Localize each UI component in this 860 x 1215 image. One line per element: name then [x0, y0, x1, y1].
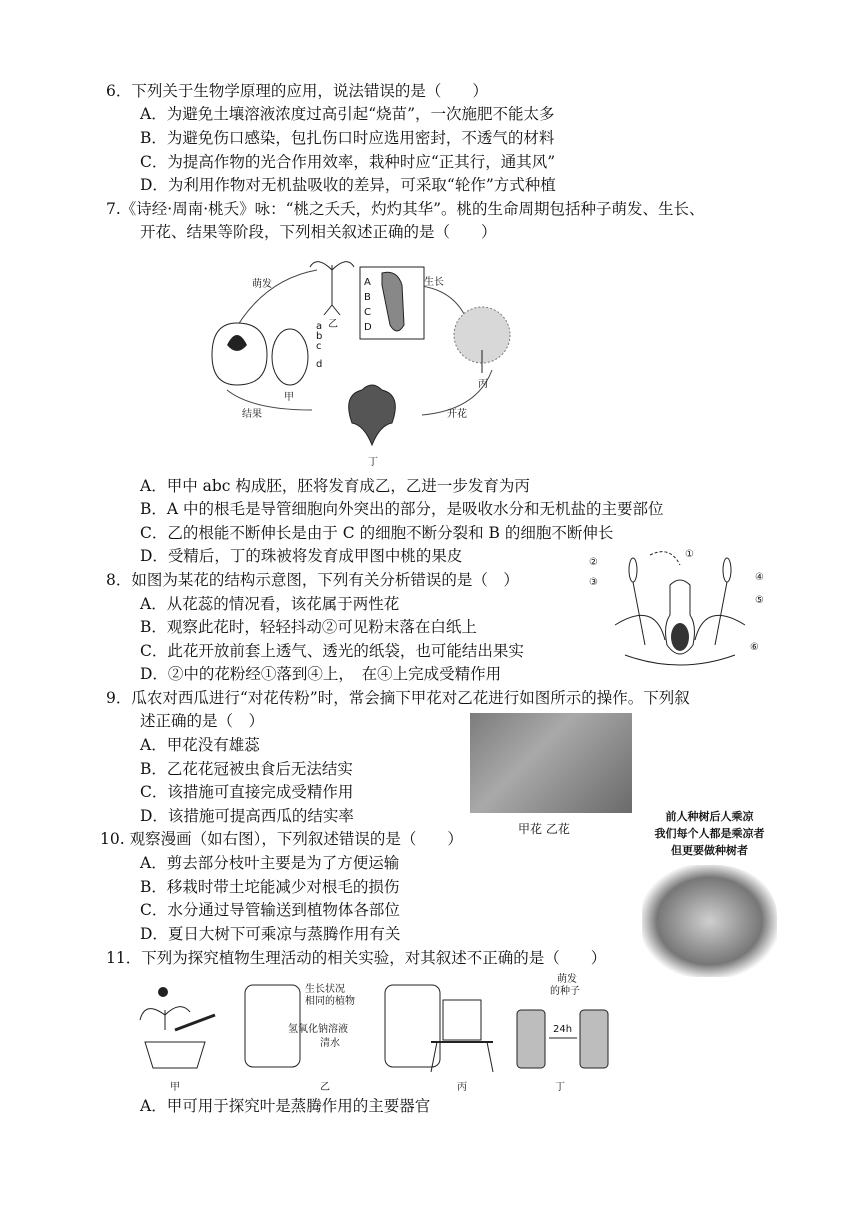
exp-label-jia: 甲	[170, 1082, 180, 1093]
pot-icon	[145, 1042, 205, 1068]
q8-stem: 8．如图为某花的结构示意图，下列有关分析错误的是（ ）	[106, 571, 519, 589]
q6-option-c: C．为提高作物的光合作用效率，栽种时应“正其行，通其风”	[140, 153, 556, 171]
q9-option-a: A．甲花没有雄蕊	[140, 736, 260, 754]
seed-part-d: d	[316, 359, 323, 370]
label-ding: 丁	[368, 457, 378, 468]
q10-stem: 10. 观察漫画（如右图），下列叙述错误的是（ ）	[100, 830, 463, 848]
q10-option-d: D．夏日大树下可乘凉与蒸腾作用有关	[140, 925, 401, 943]
exp-label-yi: 乙	[320, 1082, 330, 1093]
stage-grow: 生长	[424, 277, 444, 288]
root-zone-d: D	[364, 322, 372, 333]
jar-label-line1: 生长状况	[305, 984, 345, 995]
q9-stem-line1: 9．瓜农对西瓜进行“对花传粉”时，常会摘下甲花对乙花进行如图所示的操作。下列叙	[106, 689, 690, 707]
plant-experiments-diagram	[125, 970, 630, 1095]
pollination-photo	[470, 713, 632, 813]
anther-left-icon	[629, 558, 637, 582]
peach-life-cycle-diagram	[192, 245, 537, 470]
q10-option-c: C．水分通过导管输送到植物体各部位	[140, 901, 400, 919]
exp-label-ding: 丁	[555, 1082, 565, 1093]
q6-option-a: A．为避免土壤溶液浓度过高引起“烧苗”，一次施肥不能太多	[140, 105, 555, 123]
q6-stem: 6．下列关于生物学原理的应用，说法错误的是（ ）	[106, 82, 488, 100]
root-zone-a: A	[364, 277, 371, 288]
bell-jar-right	[385, 985, 440, 1067]
q7-option-b: B．A 中的根毛是导管细胞向外突出的部分，是吸收水分和无机盐的主要部位	[140, 500, 664, 518]
seed-label-line2: 的种子	[550, 986, 580, 997]
seed-bottle-left	[517, 1010, 545, 1068]
flower-label-3: ③	[589, 577, 598, 588]
sun-icon	[158, 987, 168, 997]
seed-part-b: b	[316, 331, 323, 342]
seed-bottle-right	[580, 1010, 608, 1068]
time-label: 24h	[553, 1024, 573, 1035]
cartoon-text-line1: 前人种树后人乘凉	[665, 810, 754, 823]
q9-option-b: B．乙花花冠被虫食后无法结实	[140, 760, 353, 778]
q7-option-c: C．乙的根能不断伸长是由于 C 的细胞不断分裂和 B 的细胞不断伸长	[140, 524, 614, 542]
flower-label-2: ②	[589, 557, 598, 568]
q8-option-b: B．观察此花时，轻轻抖动②可见粉末落在白纸上	[140, 618, 477, 636]
label-bing: 丙	[478, 379, 488, 390]
q6-option-d: D．为利用作物对无机盐吸收的差异，可采取“轮作”方式种植	[140, 176, 556, 194]
anther-right-icon	[723, 558, 731, 582]
peach-fruit-icon	[212, 323, 267, 385]
root-zone-c: C	[364, 307, 371, 318]
label-yi: 乙	[328, 319, 338, 330]
seed-icon	[272, 329, 308, 385]
q8-option-c: C．此花开放前套上透气、透光的纸袋，也可能结出果实	[140, 642, 524, 660]
label-jia: 甲	[284, 392, 294, 403]
q7-option-a: A．甲中 abc 构成胚，胚将发育成乙，乙进一步发育为丙	[140, 477, 530, 495]
q9-stem-line2: 述正确的是（ ）	[140, 712, 265, 730]
q11-option-a: A．甲可用于探究叶是蒸腾作用的主要器官	[140, 1097, 431, 1115]
arrow-fruit	[227, 390, 312, 410]
q9-option-c: C．该措施可直接完成受精作用	[140, 783, 354, 801]
flower-label-5: ⑤	[755, 595, 764, 606]
naoh-label: 氢氧化钠溶液	[288, 1024, 348, 1035]
seed-label-line1: 萌发	[557, 974, 577, 985]
cartoon-text-line2: 我们每个人都是乘凉者	[654, 827, 765, 840]
q7-option-d: D．受精后，丁的珠被将发育成甲图中桃的果皮	[140, 547, 463, 565]
seed-part-a: a	[316, 321, 323, 332]
cartoon-illustration	[642, 865, 777, 977]
flower-label-6: ⑥	[750, 642, 759, 653]
q7-stem-line2: 开花、结果等阶段，下列相关叙述正确的是（ ）	[140, 223, 497, 241]
q8-option-a: A．从花蕊的情况看，该花属于两性花	[140, 595, 400, 613]
flower-label-1: ①	[685, 549, 694, 560]
stage-germinate: 萌发	[252, 279, 272, 290]
water-label: 清水	[320, 1038, 340, 1049]
photo-caption: 甲花 乙花	[518, 822, 570, 836]
stage-bloom: 开花	[447, 409, 467, 420]
receptacle-icon	[625, 655, 735, 665]
flower-icon	[349, 385, 396, 445]
tree-planting-cartoon	[642, 808, 777, 980]
jar-label-line2: 相同的植物	[305, 996, 355, 1007]
q8-option-d: D．②中的花粉经①落到④上， 在④上完成受精作用	[140, 665, 502, 683]
root-zone-b: B	[364, 292, 371, 303]
pollination-arrow	[650, 552, 680, 565]
seed-part-c: c	[316, 341, 322, 352]
q9-option-d: D．该措施可提高西瓜的结实率	[140, 807, 354, 825]
flower-label-4: ④	[755, 572, 764, 583]
q7-stem-line1: 7.《诗经·周南·桃夭》咏：“桃之夭夭，灼灼其华”。桃的生命周期包括种子萌发、生长、	[106, 200, 705, 218]
q10-option-b: B．移栽时带土坨能减少对根毛的损伤	[140, 878, 400, 896]
ovule-icon	[671, 623, 689, 651]
beaker-icon	[443, 1000, 481, 1040]
flower-structure-diagram	[585, 545, 775, 680]
q6-option-b: B．为避免伤口感染，包扎伤口时应选用密封，不透气的材料	[140, 129, 555, 147]
stage-fruit: 结果	[242, 409, 262, 420]
cartoon-text-line3: 但更要做种树者	[671, 844, 748, 857]
q11-stem: 11．下列为探究植物生理活动的相关实验，对其叙述不正确的是（ ）	[106, 949, 607, 967]
q10-option-a: A．剪去部分枝叶主要是为了方便运输	[140, 854, 400, 872]
exp-label-bing: 丙	[457, 1082, 467, 1093]
